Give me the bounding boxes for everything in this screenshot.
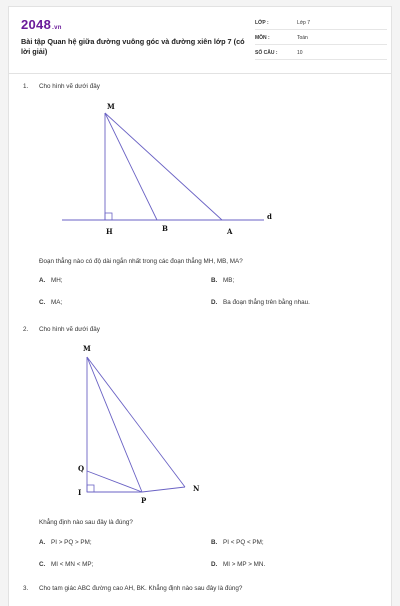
question-1-option-b[interactable] bbox=[211, 277, 234, 284]
meta-label: MÔN : bbox=[255, 35, 270, 41]
option-key: C. bbox=[39, 299, 46, 306]
option-text: MI < MN < MP; bbox=[51, 561, 94, 568]
option-key: B. bbox=[211, 277, 218, 284]
question-2-statement: Khẳng định nào sau đây là đúng? bbox=[39, 519, 133, 526]
label-b: B bbox=[162, 224, 168, 233]
worksheet-page bbox=[8, 6, 392, 606]
question-2-option-c[interactable] bbox=[39, 561, 93, 568]
header-divider bbox=[9, 73, 391, 74]
option-key: A. bbox=[39, 539, 46, 546]
question-prompt: Cho hình vẽ dưới đây bbox=[39, 83, 100, 90]
segment-mn bbox=[87, 357, 185, 487]
label-i: I bbox=[78, 488, 82, 497]
meta-value: 10 bbox=[297, 50, 303, 56]
figure-1 bbox=[49, 95, 289, 240]
option-text: Ba đoạn thẳng trên bằng nhau. bbox=[223, 299, 310, 306]
logo-main: 2048 bbox=[21, 17, 52, 32]
meta-row-class bbox=[255, 17, 387, 30]
question-2-option-a[interactable] bbox=[39, 539, 92, 546]
meta-value: Lớp 7 bbox=[297, 20, 311, 26]
question-1-option-c[interactable] bbox=[39, 299, 62, 306]
meta-table bbox=[255, 17, 387, 62]
meta-value: Toán bbox=[297, 35, 308, 41]
segment-ma bbox=[105, 113, 222, 220]
meta-label: SỐ CÂU : bbox=[255, 50, 278, 56]
meta-row-subject bbox=[255, 32, 387, 45]
option-text: PI < PQ < PM; bbox=[223, 539, 264, 546]
question-2-option-b[interactable] bbox=[211, 539, 264, 546]
question-1-option-d[interactable] bbox=[211, 299, 310, 306]
segment-qp bbox=[87, 471, 142, 492]
logo-suffix: .vn bbox=[52, 25, 62, 31]
label-q: Q bbox=[78, 464, 85, 473]
option-text: MB; bbox=[223, 277, 235, 284]
label-h: H bbox=[106, 227, 113, 236]
option-key: D. bbox=[211, 561, 218, 568]
question-2-option-d[interactable] bbox=[211, 561, 265, 568]
question-1-statement: Đoạn thẳng nào có độ dài ngắn nhất trong các đoạn thẳng MH, MB, MA? bbox=[39, 258, 243, 265]
label-n: N bbox=[193, 484, 200, 493]
right-angle-mark bbox=[105, 213, 112, 220]
label-d: d bbox=[267, 212, 272, 221]
question-1-heading bbox=[23, 83, 100, 90]
option-key: C. bbox=[39, 561, 46, 568]
question-number: 1. bbox=[23, 83, 29, 90]
label-m: M bbox=[83, 344, 91, 353]
option-key: B. bbox=[211, 539, 218, 546]
worksheet-header bbox=[21, 15, 383, 75]
label-a: A bbox=[227, 227, 233, 236]
question-2-heading bbox=[23, 326, 100, 333]
site-logo[interactable] bbox=[21, 17, 62, 32]
document-title: Bài tập Quan hệ giữa đường vuông góc và đường xiên lớp 7 (có lời giải) bbox=[21, 37, 245, 56]
question-1-option-a[interactable] bbox=[39, 277, 63, 284]
segment-mp bbox=[87, 357, 142, 492]
label-p: P bbox=[141, 496, 147, 505]
question-number: 2. bbox=[23, 326, 29, 333]
option-text: MI > MP > MN. bbox=[223, 561, 266, 568]
option-text: MH; bbox=[51, 277, 63, 284]
question-3-heading bbox=[23, 585, 242, 592]
option-text: MA; bbox=[51, 299, 63, 306]
question-prompt: Cho hình vẽ dưới đây bbox=[39, 326, 100, 333]
segment-pn bbox=[142, 487, 185, 492]
option-key: D. bbox=[211, 299, 218, 306]
question-number: 3. bbox=[23, 585, 29, 592]
option-text: PI > PQ > PM; bbox=[51, 539, 92, 546]
meta-label: LỚP : bbox=[255, 20, 269, 26]
option-key: A. bbox=[39, 277, 46, 284]
meta-row-count bbox=[255, 47, 387, 60]
label-m: M bbox=[107, 102, 115, 111]
segment-mb bbox=[105, 113, 157, 220]
figure-2 bbox=[64, 339, 224, 509]
question-prompt: Cho tam giác ABC đường cao AH, BK. Khẳng định nào sau đây là đúng? bbox=[39, 585, 243, 592]
right-angle-mark bbox=[87, 485, 94, 492]
